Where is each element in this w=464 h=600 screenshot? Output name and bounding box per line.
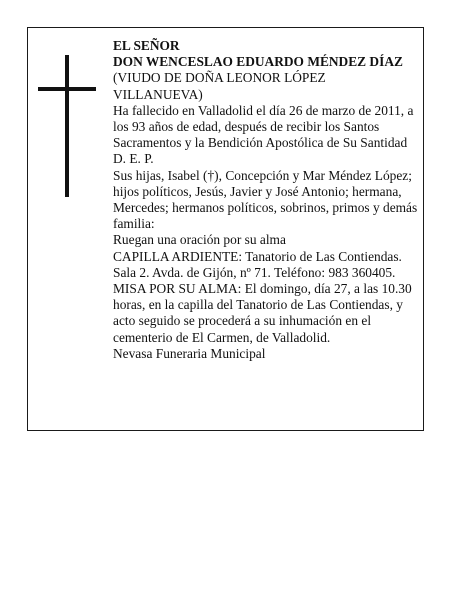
obituary-title: EL SEÑOR bbox=[113, 38, 180, 53]
obituary-text bbox=[113, 38, 418, 362]
cross-horizontal-bar bbox=[38, 87, 96, 91]
mass-info: MISA POR SU ALMA: El domingo, día 27, a las 10.30 horas, en la capilla del Tanatorio de Las Contiendas, y acto seguido se procederá a su inhumación en el cementerio de El Carmen, de Valladolid. bbox=[113, 281, 412, 345]
death-announcement: Ha fallecido en Valladolid el día 26 de marzo de 2011, a los 93 años de edad, después de recibir los Santos Sacramentos y la Bendición Apostólica de Su Santidad D. E. P. bbox=[113, 102, 414, 167]
cross-icon bbox=[38, 55, 96, 197]
funeral-home: Nevasa Funeraria Municipal bbox=[113, 345, 266, 361]
family-list: Sus hijas, Isabel (†), Concepción y Mar Méndez López; hijos políticos, Jesús, Javier y José Antonio; hermana, Mercedes; hermanos políticos, sobrinos, primos y demás familia: bbox=[113, 167, 418, 232]
deceased-name: DON WENCESLAO EDUARDO MÉNDEZ DÍAZ bbox=[113, 54, 403, 70]
prayer-request: Ruegan una oración por su alma bbox=[113, 232, 286, 248]
cross-vertical-bar bbox=[65, 55, 69, 197]
widower-note: (VIUDO DE DOÑA LEONOR LÓPEZ VILLANUEVA) bbox=[113, 70, 326, 102]
chapel-info: CAPILLA ARDIENTE: Tanatorio de Las Contiendas. Sala 2. Avda. de Gijón, nº 71. Teléfono: 983 360405. bbox=[113, 248, 402, 280]
